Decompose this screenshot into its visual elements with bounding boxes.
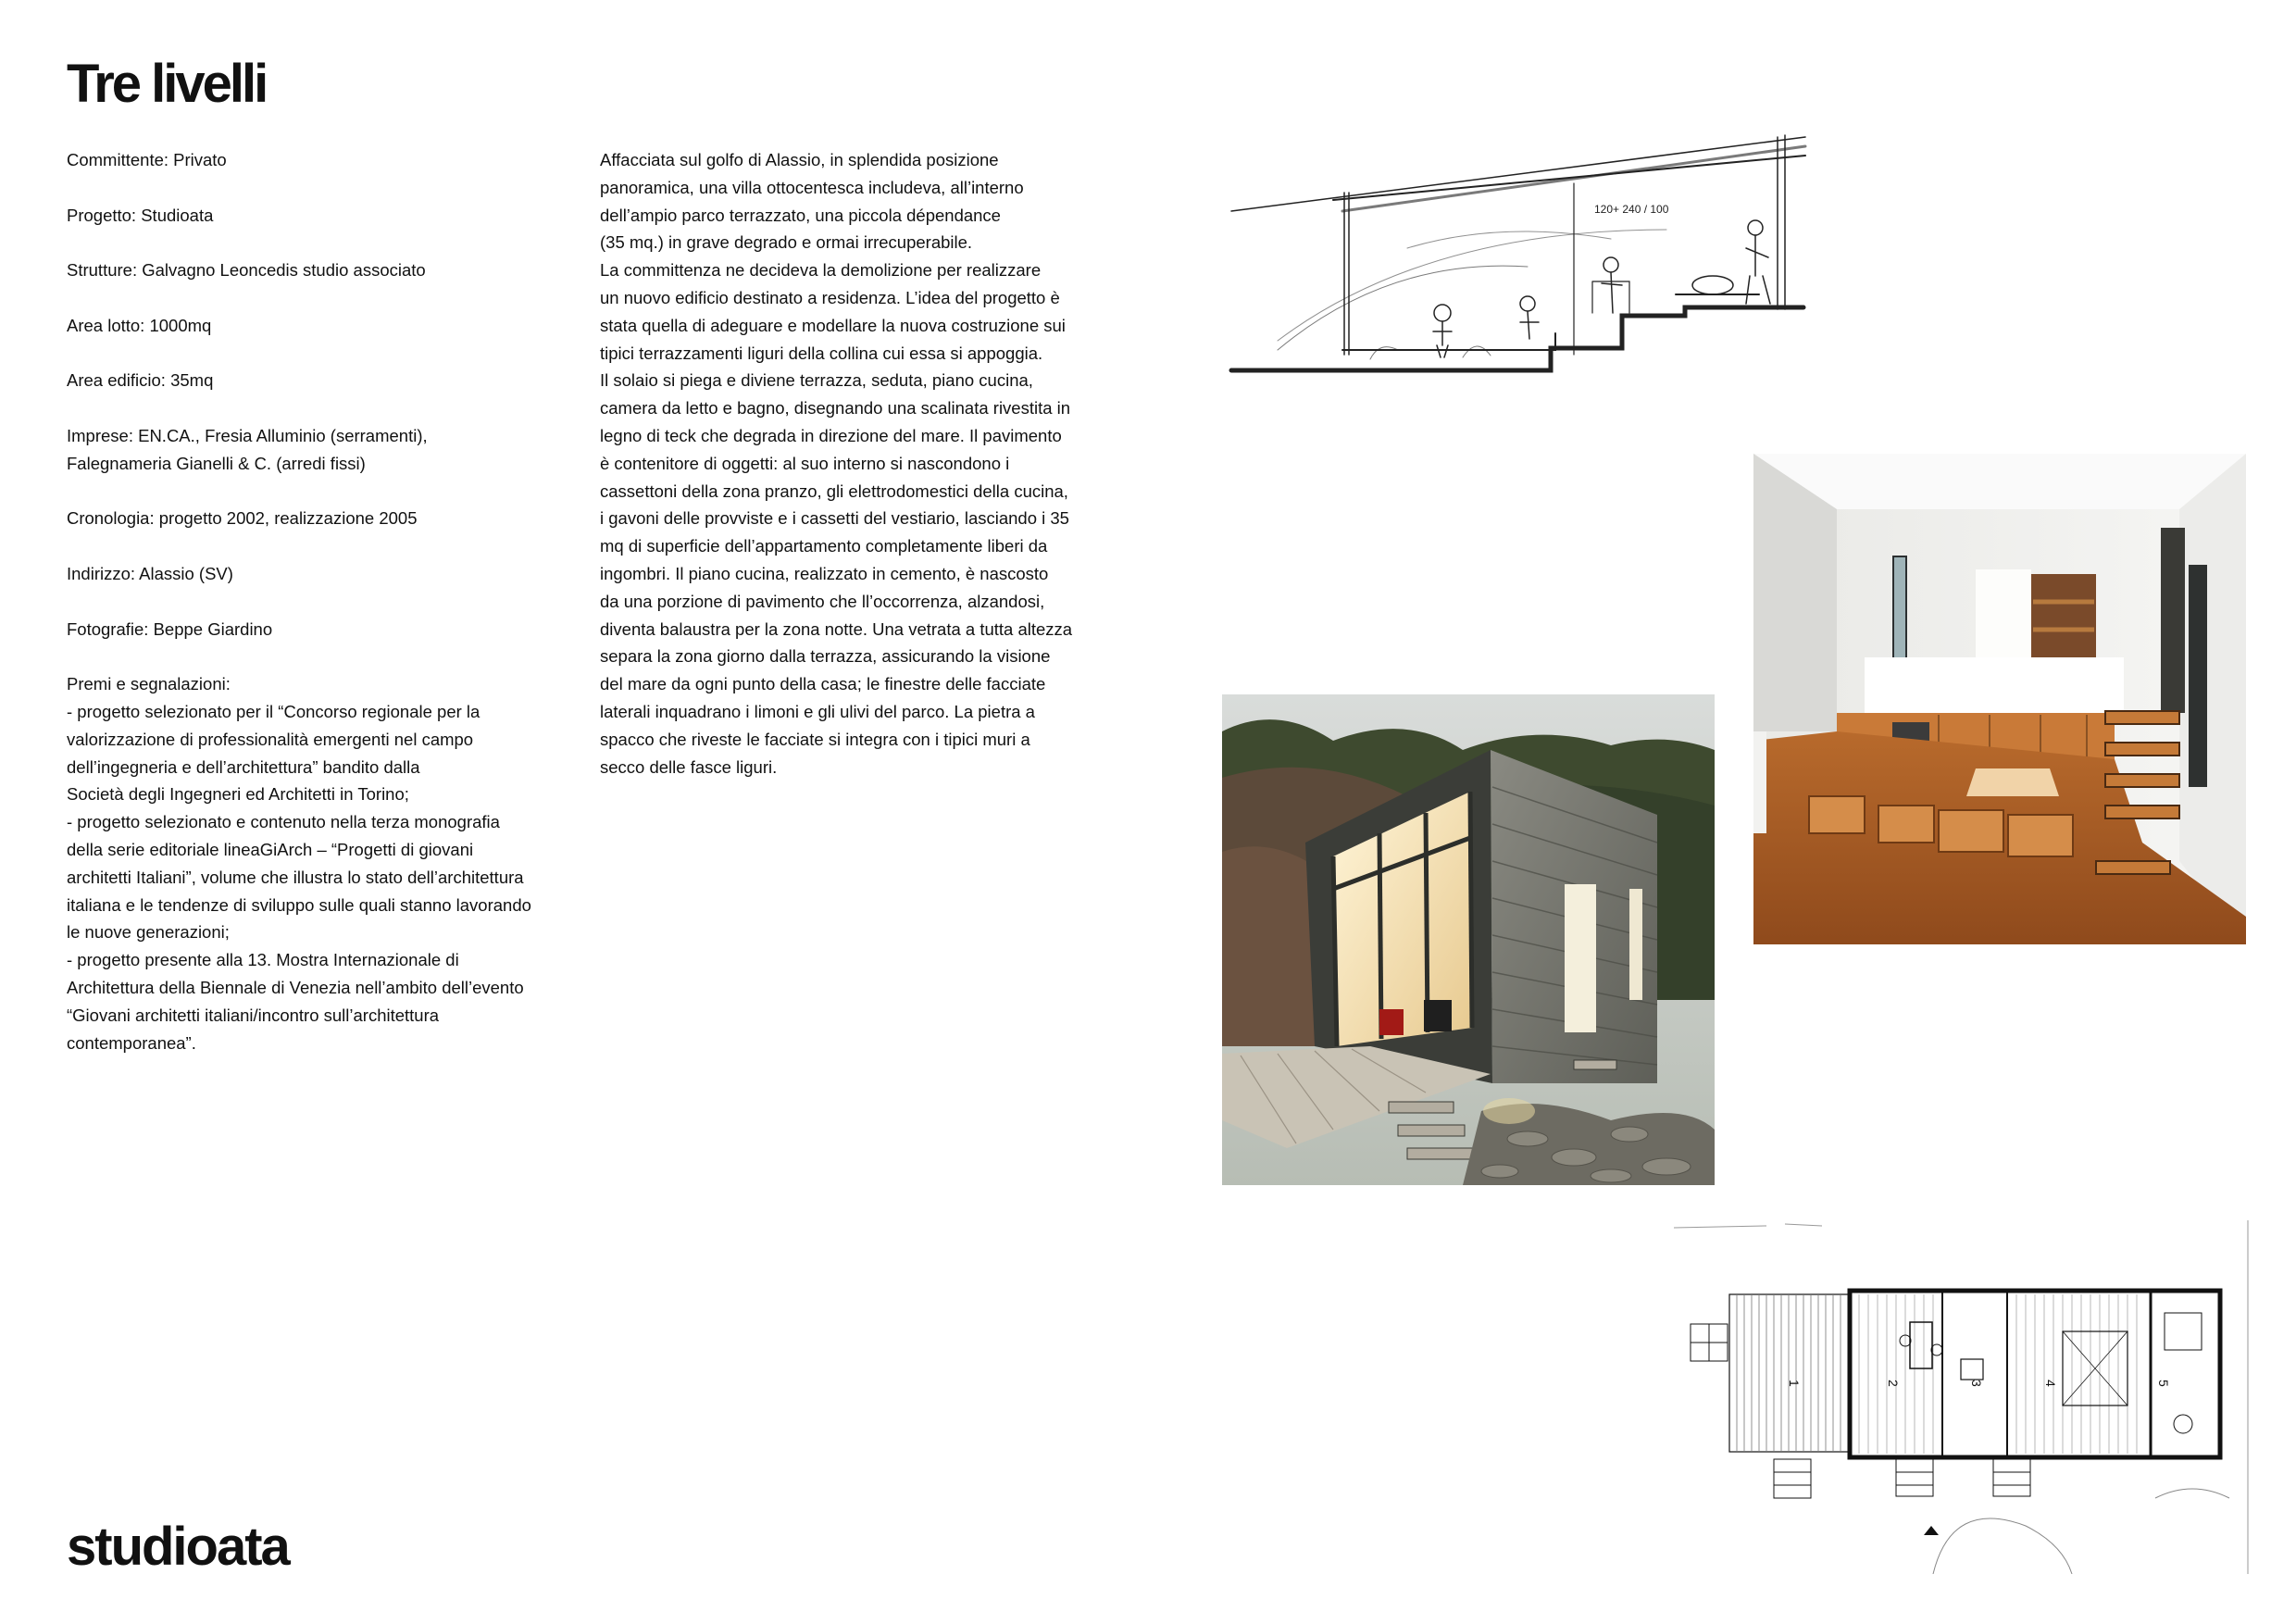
award-line: - progetto presente alla 13. Mostra Internazionale di: [67, 950, 459, 970]
award-line: valorizzazione di professionalità emergenti nel campo: [67, 729, 474, 749]
awards: [67, 670, 567, 1056]
info-strutture: Strutture: Galvagno Leoncedis studio associato: [67, 260, 426, 281]
info-area-edificio: Area edificio: 35mq: [67, 370, 214, 391]
info-committente: Committente: Privato: [67, 150, 227, 169]
description-line: è contenitore di oggetti: al suo interno si nascondono i: [600, 453, 1010, 473]
section-sketch: [1222, 119, 1807, 380]
plan-room-number: 1: [1787, 1380, 1802, 1387]
plan-room-number: 2: [1886, 1380, 1901, 1387]
description-line: legno di teck che degrada in direzione del mare. Il pavimento: [600, 425, 1062, 445]
award-line: italiana e le tendenze di sviluppo sulle quali stanno lavorando: [67, 894, 531, 915]
plan-room-number: 4: [2043, 1380, 2058, 1387]
description-line: separa la zona giorno dalla terrazza, assicurando la visione: [600, 646, 1051, 667]
plan-room-number: 3: [1969, 1380, 1984, 1387]
description-line: camera da letto e bagno, disegnando una scalinata rivestita in: [600, 398, 1071, 418]
award-line: le nuove generazioni;: [67, 922, 230, 943]
description-line: Affacciata sul golfo di Alassio, in splendida posizione: [600, 150, 999, 169]
info-area-lotto: Area lotto: 1000mq: [67, 315, 212, 335]
award-line: Architettura della Biennale di Venezia nell’ambito dell’evento: [67, 977, 524, 997]
project-info: [67, 146, 567, 1084]
description-line: tipici terrazzamenti liguri della collina cui essa si appoggia.: [600, 343, 1043, 363]
award-line: della serie editoriale lineaGiArch – “Progetti di giovani: [67, 839, 474, 859]
description-line: i gavoni delle provviste e i cassetti del vestiario, lasciando i 35: [600, 508, 1069, 529]
page-title: Tre livelli: [67, 54, 267, 114]
award-line: - progetto selezionato per il “Concorso regionale per la: [67, 701, 480, 721]
description-line: stata quella di adeguare e modellare la nuova costruzione sui: [600, 315, 1066, 335]
info-progetto: Progetto: Studioata: [67, 205, 214, 225]
info-fotografie: Fotografie: Beppe Giardino: [67, 618, 273, 639]
description-line: panoramica, una villa ottocentesca includeva, all’interno: [600, 177, 1024, 197]
interior-photo-image: [1753, 454, 2246, 944]
description-line: del mare da ogni punto della casa; le finestre delle facciate: [600, 674, 1046, 694]
info-imprese-line: Imprese: EN.CA., Fresia Alluminio (serramenti),: [67, 425, 428, 445]
description-line: mq di superficie dell’appartamento completamente liberi da: [600, 536, 1048, 556]
info-imprese: [67, 422, 567, 478]
awards-list: [67, 698, 567, 1056]
description-line: diventa balaustra per la zona notte. Una vetrata a tutta altezza: [600, 618, 1073, 639]
info-imprese-line: Falegnameria Gianelli & C. (arredi fissi): [67, 453, 366, 473]
award-line: dell’ingegneria e dell’architettura” bandito dalla: [67, 756, 420, 777]
description-line: laterali inquadrano i limoni e gli ulivi del parco. La pietra a: [600, 701, 1035, 721]
project-description: [600, 146, 1100, 781]
exterior-photo-image: [1222, 694, 1715, 1185]
award-line: “Giovani architetti italiani/incontro sull’architettura: [67, 1005, 440, 1025]
floor-plan: [1674, 1220, 2257, 1574]
info-indirizzo: Indirizzo: Alassio (SV): [67, 563, 233, 583]
description-line: La committenza ne decideva la demolizione per realizzare: [600, 260, 1042, 281]
sketch-annotation: 120+ 240 / 100: [1594, 203, 1669, 216]
info-cronologia: Cronologia: progetto 2002, realizzazione 2005: [67, 508, 418, 529]
description-line: ingombri. Il piano cucina, realizzato in cemento, è nascosto: [600, 563, 1049, 583]
plan-room-number: 5: [2156, 1380, 2171, 1387]
description-line: un nuovo edificio destinato a residenza. L’idea del progetto è: [600, 287, 1060, 307]
award-line: - progetto selezionato e contenuto nella terza monografia: [67, 812, 500, 832]
description-line: spacco che riveste le facciate si integra con i tipici muri a: [600, 729, 1030, 749]
interior-photo: [1753, 454, 2246, 944]
awards-title: Premi e segnalazioni:: [67, 674, 231, 694]
description-line: dell’ampio parco terrazzato, una piccola dépendance: [600, 205, 1001, 225]
description-line: Il solaio si piega e diviene terrazza, seduta, piano cucina,: [600, 370, 1033, 391]
description-line: cassettoni della zona pranzo, gli elettrodomestici della cucina,: [600, 481, 1068, 501]
description-line: (35 mq.) in grave degrado e ormai irrecuperabile.: [600, 232, 973, 253]
section-sketch-drawing: [1222, 119, 1807, 380]
award-line: contemporanea”.: [67, 1032, 196, 1053]
exterior-photo: [1222, 694, 1715, 1185]
award-line: architetti Italiani”, volume che illustra lo stato dell’architettura: [67, 867, 524, 887]
award-line: Società degli Ingegneri ed Architetti in Torino;: [67, 784, 409, 805]
description-line: da una porzione di pavimento che ll’occorrenza, alzandosi,: [600, 591, 1045, 611]
studio-logo: studioata: [67, 1517, 289, 1577]
floor-plan-drawing: [1674, 1220, 2257, 1574]
description-line: secco delle fasce liguri.: [600, 756, 778, 777]
